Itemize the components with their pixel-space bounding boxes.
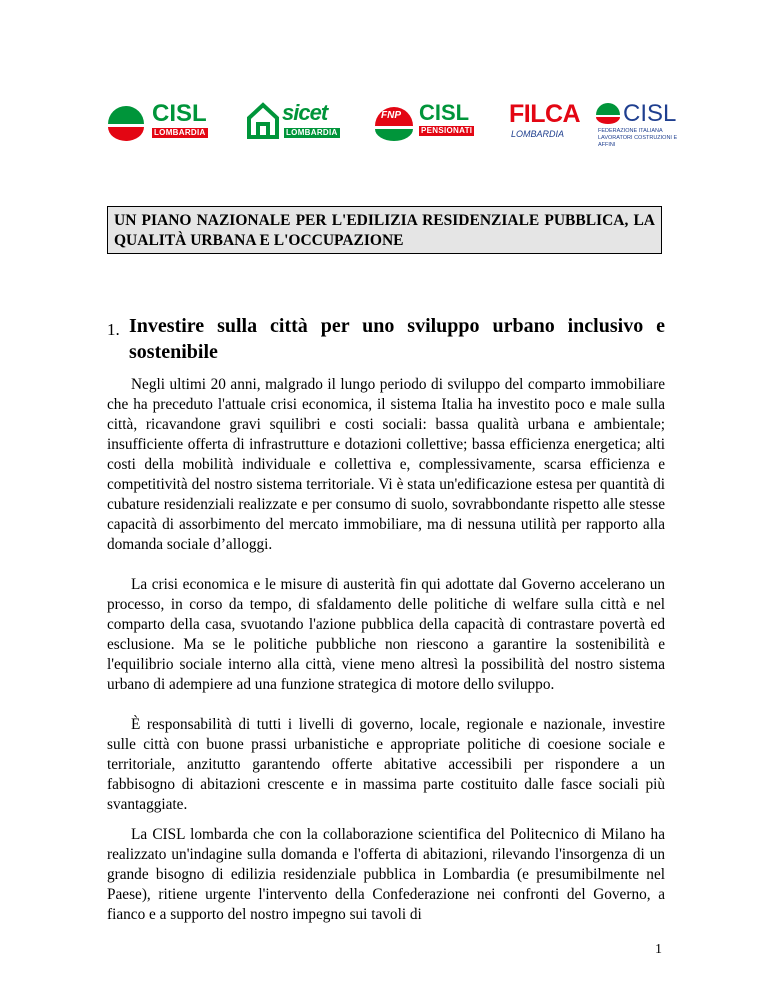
filca-cisl-wordmark: CISL: [623, 100, 677, 127]
fnp-label: FNP: [381, 110, 401, 121]
house-icon: [246, 102, 280, 140]
filca-emblem-icon: [595, 102, 621, 124]
paragraph-3: È responsabilità di tutti i livelli di governo, locale, regionale e nazionale, investire sulle città con buone prassi urbanistiche e appropriate politiche di coesione sociale e territoriale, anzitutto garantendo offerte abitative accessibili per rispondere a un fabbisogno di abitazioni crescente e in massima parte costituito dalle fasce sociali più svantaggiate.: [107, 716, 665, 813]
cisl-lombardia-sub: LOMBARDIA: [154, 128, 206, 137]
page-number: 1: [655, 942, 662, 957]
sicet-lombardia-sub: LOMBARDIA: [286, 128, 338, 137]
fnp-cisl-wordmark: CISL: [419, 100, 470, 125]
fnp-pensionati-sub: PENSIONATI: [421, 126, 473, 135]
fnp-cisl-logo: [373, 100, 483, 146]
cisl-emblem-icon: [106, 102, 146, 142]
paragraph-4: La CISL lombarda che con la collaborazione scientifica del Politecnico di Milano ha realizzato un'indagine sulla domanda e l'offerta di abitazioni, rilevando l'insorgenza di un grande bisogno di edilizia residenziale pubblica in Lombardia (e presumibilmente nel Paese), ritiene urgente l'intervento della Confederazione nei confronti del Governo, a fianco e a supporto del nostro impegno sui tavoli di: [107, 826, 665, 923]
cisl-lombardia-logo: [106, 100, 231, 146]
sicet-wordmark: sicet: [282, 100, 328, 125]
filca-wordmark: FILCA: [509, 100, 581, 128]
filca-caption: FEDERAZIONE ITALIANA LAVORATORI COSTRUZIONI E AFFINI: [598, 128, 678, 148]
section-title: Investire sulla città per uno sviluppo urbano inclusivo e sostenibile: [129, 315, 665, 363]
sicet-lombardia-logo: [246, 100, 358, 146]
section-heading: [107, 313, 665, 365]
cisl-wordmark: CISL: [152, 100, 207, 127]
paragraph-2: La crisi economica e le misure di austerità fin qui adottate dal Governo accelerano un processo, in corso da tempo, di sfaldamento delle politiche di welfare sulla città e nel comparto della casa, svuotando l'azione pubblica della capacità di contrastare povertà ed esclusione. Ma se le politiche pubbliche non riescono a garantire la sostenibilità e l'equilibrio sociale interno alla città, viene meno altresì la possibilità del nostro sistema urbano di adempiere ad una funzione strategica di motore dello sviluppo.: [107, 576, 665, 693]
filca-cisl-logo: [509, 100, 691, 146]
logo-bar: [0, 100, 768, 150]
document-title-box: UN PIANO NAZIONALE PER L'EDILIZIA RESIDENZIALE PUBBLICA, LA QUALITÀ URBANA E L'OCCUPAZIONE: [107, 206, 662, 254]
filca-lombardia-sub: LOMBARDIA: [511, 129, 565, 139]
section-number: 1.: [107, 320, 120, 339]
paragraph-1: Negli ultimi 20 anni, malgrado il lungo periodo di sviluppo del comparto immobiliare che ha preceduto l'attuale crisi economica, il sistema Italia ha investito poco e male sulla città, ricavandone gravi squilibri e costi sociali: bassa qualità urbana e ambientale; insufficiente offerta di infrastrutture e dotazioni collettive; bassa efficienza energetica; alti costi della mobilità individuale e collettiva e, complessivamente, scarsa efficienza e competitività del nostro sistema territoriale. Vi è stata un'edificazione estesa per quantità di cubature residenziali realizzate e per consumo di suolo, sovrabbondante rispetto alle stesse capacità di assorbimento del mercato immobiliare, ma di nessuna utilità per rapporto alla domanda sociale d’alloggi.: [107, 376, 665, 553]
fnp-emblem-icon: [373, 102, 415, 142]
